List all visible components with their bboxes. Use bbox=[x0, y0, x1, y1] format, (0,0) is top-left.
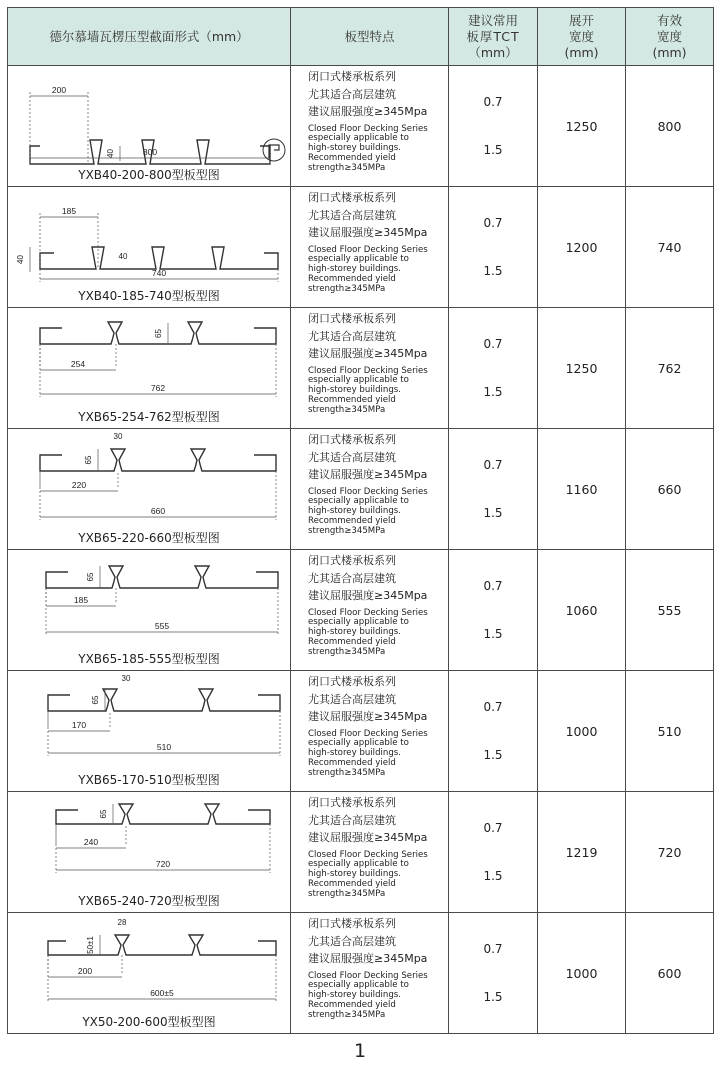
unfold-width-cell: 1060 bbox=[538, 550, 626, 671]
model-caption: YXB65-240-720型板型图 bbox=[78, 894, 220, 908]
profile-drawing-cell bbox=[8, 66, 291, 187]
thickness-cell bbox=[449, 792, 538, 913]
profile-outline bbox=[40, 449, 276, 471]
feature-line-cn: 尤其适合高层建筑 bbox=[308, 934, 396, 948]
feature-line-cn: 建议屈服强度≥345Mpa bbox=[308, 468, 428, 481]
height-label: 65 bbox=[91, 695, 100, 705]
pitch-label: 185 bbox=[61, 206, 77, 216]
thickness-value: 0.7 bbox=[483, 821, 503, 835]
unfold-width-cell: 1000 bbox=[538, 671, 626, 792]
feature-line-en: strength≥345MPa bbox=[308, 525, 386, 536]
profile-row bbox=[8, 550, 714, 671]
rib-top-width-label: 30 bbox=[121, 674, 131, 683]
feature-text-en bbox=[308, 851, 448, 900]
unfold-width-cell: 1000 bbox=[538, 913, 626, 1034]
thickness-value: 0.7 bbox=[483, 95, 503, 109]
feature-line-en: high-storey buildings. bbox=[308, 506, 402, 517]
profile-drawing-cell bbox=[8, 671, 291, 792]
thickness-value: 0.7 bbox=[483, 337, 503, 351]
feature-line-cn: 闭口式楼承板系列 bbox=[308, 796, 396, 809]
feature-line-en: Closed Floor Decking Series bbox=[308, 365, 428, 376]
features-cell bbox=[291, 66, 449, 187]
feature-line-en: high-storey buildings. bbox=[308, 748, 402, 759]
feature-line-cn: 建议屈服强度≥345Mpa bbox=[308, 226, 428, 239]
feature-line-en: Recommended yield bbox=[308, 515, 396, 526]
profile-row bbox=[8, 66, 714, 187]
thickness-value: 0.7 bbox=[483, 942, 503, 956]
thickness-cell bbox=[449, 66, 538, 187]
profile-drawing bbox=[8, 671, 290, 791]
feature-line-en: strength≥345MPa bbox=[308, 888, 386, 899]
feature-line-en: Recommended yield bbox=[308, 273, 396, 284]
feature-line-cn: 闭口式楼承板系列 bbox=[308, 917, 396, 930]
feature-line-en: especially applicable to bbox=[308, 738, 409, 749]
feature-line-en: Closed Floor Decking Series bbox=[308, 728, 428, 739]
header-unfold-width: 展开 宽度 (mm) bbox=[538, 8, 626, 66]
profile-drawing-cell bbox=[8, 308, 291, 429]
feature-line-cn: 闭口式楼承板系列 bbox=[308, 70, 396, 83]
profile-drawing bbox=[8, 429, 290, 549]
feature-line-en: strength≥345MPa bbox=[308, 767, 386, 778]
feature-text-en bbox=[308, 972, 448, 1021]
feature-line-en: especially applicable to bbox=[308, 980, 409, 991]
profile-drawing-cell bbox=[8, 550, 291, 671]
header-features: 板型特点 bbox=[291, 8, 449, 66]
rib-top-width-label: 30 bbox=[113, 432, 123, 441]
feature-text-en bbox=[308, 125, 448, 174]
feature-line-en: high-storey buildings. bbox=[308, 869, 402, 880]
model-caption: YXB40-200-800型板型图 bbox=[78, 168, 220, 182]
header-row bbox=[8, 8, 714, 66]
thickness-cell bbox=[449, 429, 538, 550]
thickness-value: 1.5 bbox=[483, 143, 503, 157]
feature-line-en: Recommended yield bbox=[308, 999, 396, 1010]
feature-text-en bbox=[308, 730, 448, 779]
feature-text-en bbox=[308, 246, 448, 295]
thickness-value: 1.5 bbox=[483, 748, 503, 762]
width-label: 555 bbox=[154, 621, 170, 631]
profile-drawing bbox=[8, 550, 290, 670]
feature-line-cn: 尤其适合高层建筑 bbox=[308, 208, 396, 222]
profile-section-svg bbox=[8, 429, 291, 533]
width-label: 762 bbox=[150, 383, 166, 393]
feature-line-cn: 闭口式楼承板系列 bbox=[308, 433, 396, 446]
profile-section-svg bbox=[8, 187, 291, 291]
profile-drawing bbox=[8, 187, 290, 307]
profile-row bbox=[8, 187, 714, 308]
profile-section-svg bbox=[8, 308, 291, 412]
rib-top-width-label: 28 bbox=[117, 918, 127, 927]
feature-line-en: especially applicable to bbox=[308, 617, 409, 628]
thickness-cell bbox=[449, 550, 538, 671]
thickness-cell bbox=[449, 308, 538, 429]
feature-line-en: strength≥345MPa bbox=[308, 1009, 386, 1020]
height-label: 65 bbox=[84, 455, 93, 465]
feature-line-en: Closed Floor Decking Series bbox=[308, 486, 428, 497]
profile-section-svg bbox=[8, 792, 291, 896]
feature-line-en: Recommended yield bbox=[308, 394, 396, 405]
feature-line-cn: 尤其适合高层建筑 bbox=[308, 450, 396, 464]
feature-line-cn: 建议屈服强度≥345Mpa bbox=[308, 347, 428, 360]
model-caption: YXB40-185-740型板型图 bbox=[78, 289, 220, 303]
feature-line-cn: 尤其适合高层建筑 bbox=[308, 329, 396, 343]
feature-line-en: Recommended yield bbox=[308, 152, 396, 163]
thickness-value: 1.5 bbox=[483, 385, 503, 399]
profile-section-svg bbox=[8, 913, 291, 1017]
model-caption: YXB65-254-762型板型图 bbox=[78, 410, 220, 424]
feature-line-en: especially applicable to bbox=[308, 133, 409, 144]
profile-outline bbox=[46, 566, 278, 588]
feature-line-cn: 建议屈服强度≥345Mpa bbox=[308, 710, 428, 723]
profile-drawing-cell bbox=[8, 187, 291, 308]
model-caption: YXB65-170-510型板型图 bbox=[78, 773, 220, 787]
feature-line-en: Closed Floor Decking Series bbox=[308, 607, 428, 618]
specification-table bbox=[7, 7, 714, 1034]
height-label: 50±1 bbox=[86, 936, 95, 954]
feature-text-en bbox=[308, 367, 448, 416]
profile-drawing bbox=[8, 66, 290, 186]
model-caption: YXB65-185-555型板型图 bbox=[78, 652, 220, 666]
feature-line-cn: 建议屈服强度≥345Mpa bbox=[308, 105, 428, 118]
header-profile: 德尔慕墙瓦楞压型截面形式（mm） bbox=[8, 8, 291, 66]
feature-line-en: strength≥345MPa bbox=[308, 404, 386, 415]
pitch-label: 220 bbox=[71, 480, 87, 490]
header-thickness: 建议常用 板厚TCT （mm） bbox=[449, 8, 538, 66]
width-label: 800 bbox=[142, 147, 158, 157]
unfold-width-cell: 1250 bbox=[538, 308, 626, 429]
feature-line-en: especially applicable to bbox=[308, 254, 409, 265]
feature-line-en: Closed Floor Decking Series bbox=[308, 123, 428, 134]
thickness-value: 0.7 bbox=[483, 700, 503, 714]
thickness-value: 0.7 bbox=[483, 579, 503, 593]
thickness-value: 1.5 bbox=[483, 627, 503, 641]
feature-line-en: high-storey buildings. bbox=[308, 990, 402, 1001]
feature-line-cn: 闭口式楼承板系列 bbox=[308, 554, 396, 567]
effective-width-cell: 555 bbox=[626, 550, 714, 671]
feature-line-en: high-storey buildings. bbox=[308, 143, 402, 154]
features-cell bbox=[291, 792, 449, 913]
features-cell bbox=[291, 187, 449, 308]
feature-line-cn: 闭口式楼承板系列 bbox=[308, 675, 396, 688]
thickness-value: 0.7 bbox=[483, 458, 503, 472]
pitch-label: 254 bbox=[70, 359, 86, 369]
feature-text-en bbox=[308, 609, 448, 658]
feature-line-en: Recommended yield bbox=[308, 636, 396, 647]
unfold-width-cell: 1200 bbox=[538, 187, 626, 308]
features-cell bbox=[291, 308, 449, 429]
profile-drawing bbox=[8, 913, 290, 1033]
features-cell bbox=[291, 671, 449, 792]
effective-width-cell: 510 bbox=[626, 671, 714, 792]
feature-line-en: strength≥345MPa bbox=[308, 283, 386, 294]
height-label: 65 bbox=[86, 572, 95, 582]
profile-row bbox=[8, 429, 714, 550]
feature-line-en: Recommended yield bbox=[308, 757, 396, 768]
feature-text-en bbox=[308, 488, 448, 537]
thickness-value: 1.5 bbox=[483, 869, 503, 883]
profile-section-svg bbox=[8, 671, 291, 775]
thickness-cell bbox=[449, 187, 538, 308]
feature-line-cn: 尤其适合高层建筑 bbox=[308, 813, 396, 827]
width-label: 660 bbox=[150, 506, 166, 516]
width-label: 720 bbox=[155, 859, 171, 869]
height-label: 65 bbox=[99, 809, 108, 819]
model-caption: YX50-200-600型板型图 bbox=[82, 1015, 216, 1029]
unfold-width-cell: 1250 bbox=[538, 66, 626, 187]
feature-line-en: especially applicable to bbox=[308, 496, 409, 507]
feature-line-en: Closed Floor Decking Series bbox=[308, 970, 428, 981]
effective-width-cell: 762 bbox=[626, 308, 714, 429]
header-effective-width: 有效 宽度 (mm) bbox=[626, 8, 714, 66]
thickness-value: 0.7 bbox=[483, 216, 503, 230]
feature-line-cn: 闭口式楼承板系列 bbox=[308, 191, 396, 204]
effective-width-cell: 600 bbox=[626, 913, 714, 1034]
feature-line-cn: 建议屈服强度≥345Mpa bbox=[308, 952, 428, 965]
feature-line-en: especially applicable to bbox=[308, 859, 409, 870]
profile-section-svg bbox=[8, 550, 291, 654]
profile-outline bbox=[48, 935, 276, 955]
profile-row bbox=[8, 913, 714, 1034]
feature-line-en: Closed Floor Decking Series bbox=[308, 849, 428, 860]
feature-line-cn: 尤其适合高层建筑 bbox=[308, 692, 396, 706]
profile-row bbox=[8, 792, 714, 913]
feature-line-cn: 尤其适合高层建筑 bbox=[308, 571, 396, 585]
effective-width-cell: 740 bbox=[626, 187, 714, 308]
profile-drawing bbox=[8, 308, 290, 428]
thickness-value: 1.5 bbox=[483, 264, 503, 278]
profile-section-svg bbox=[8, 66, 291, 170]
feature-line-en: Closed Floor Decking Series bbox=[308, 244, 428, 255]
profile-drawing-cell bbox=[8, 913, 291, 1034]
thickness-value: 1.5 bbox=[483, 506, 503, 520]
rib-height-label: 40 bbox=[118, 252, 128, 261]
pitch-label: 200 bbox=[51, 85, 67, 95]
feature-line-cn: 建议屈服强度≥345Mpa bbox=[308, 589, 428, 602]
profile-row bbox=[8, 671, 714, 792]
height-label: 65 bbox=[154, 329, 163, 338]
thickness-value: 1.5 bbox=[483, 990, 503, 1004]
width-label: 600±5 bbox=[150, 988, 174, 998]
features-cell bbox=[291, 913, 449, 1034]
feature-line-cn: 尤其适合高层建筑 bbox=[308, 87, 396, 101]
thickness-cell bbox=[449, 671, 538, 792]
feature-line-cn: 闭口式楼承板系列 bbox=[308, 312, 396, 325]
width-label: 510 bbox=[156, 742, 172, 752]
profile-row bbox=[8, 308, 714, 429]
profile-outline bbox=[40, 247, 278, 269]
pitch-label: 185 bbox=[73, 595, 89, 605]
profile-outline bbox=[56, 804, 270, 824]
feature-line-en: especially applicable to bbox=[308, 375, 409, 386]
profile-drawing-cell bbox=[8, 429, 291, 550]
features-cell bbox=[291, 429, 449, 550]
feature-line-en: strength≥345MPa bbox=[308, 646, 386, 657]
feature-line-en: Recommended yield bbox=[308, 878, 396, 889]
height-label: 40 bbox=[106, 149, 115, 158]
pitch-label: 170 bbox=[71, 720, 87, 730]
feature-line-en: high-storey buildings. bbox=[308, 385, 402, 396]
profile-drawing bbox=[8, 792, 290, 912]
pitch-label: 240 bbox=[83, 837, 99, 847]
effective-width-cell: 800 bbox=[626, 66, 714, 187]
effective-width-cell: 660 bbox=[626, 429, 714, 550]
pitch-label: 200 bbox=[77, 966, 93, 976]
profile-outline bbox=[48, 689, 280, 711]
unfold-width-cell: 1160 bbox=[538, 429, 626, 550]
feature-line-en: strength≥345MPa bbox=[308, 162, 386, 173]
features-cell bbox=[291, 550, 449, 671]
effective-width-cell: 720 bbox=[626, 792, 714, 913]
feature-line-en: high-storey buildings. bbox=[308, 264, 402, 275]
profile-drawing-cell bbox=[8, 792, 291, 913]
feature-line-en: high-storey buildings. bbox=[308, 627, 402, 638]
feature-line-cn: 建议屈服强度≥345Mpa bbox=[308, 831, 428, 844]
unfold-width-cell: 1219 bbox=[538, 792, 626, 913]
model-caption: YXB65-220-660型板型图 bbox=[78, 531, 220, 545]
width-label: 740 bbox=[151, 268, 167, 278]
thickness-cell bbox=[449, 913, 538, 1034]
page-number: 1 bbox=[353, 1040, 367, 1062]
height-label: 40 bbox=[16, 255, 25, 264]
